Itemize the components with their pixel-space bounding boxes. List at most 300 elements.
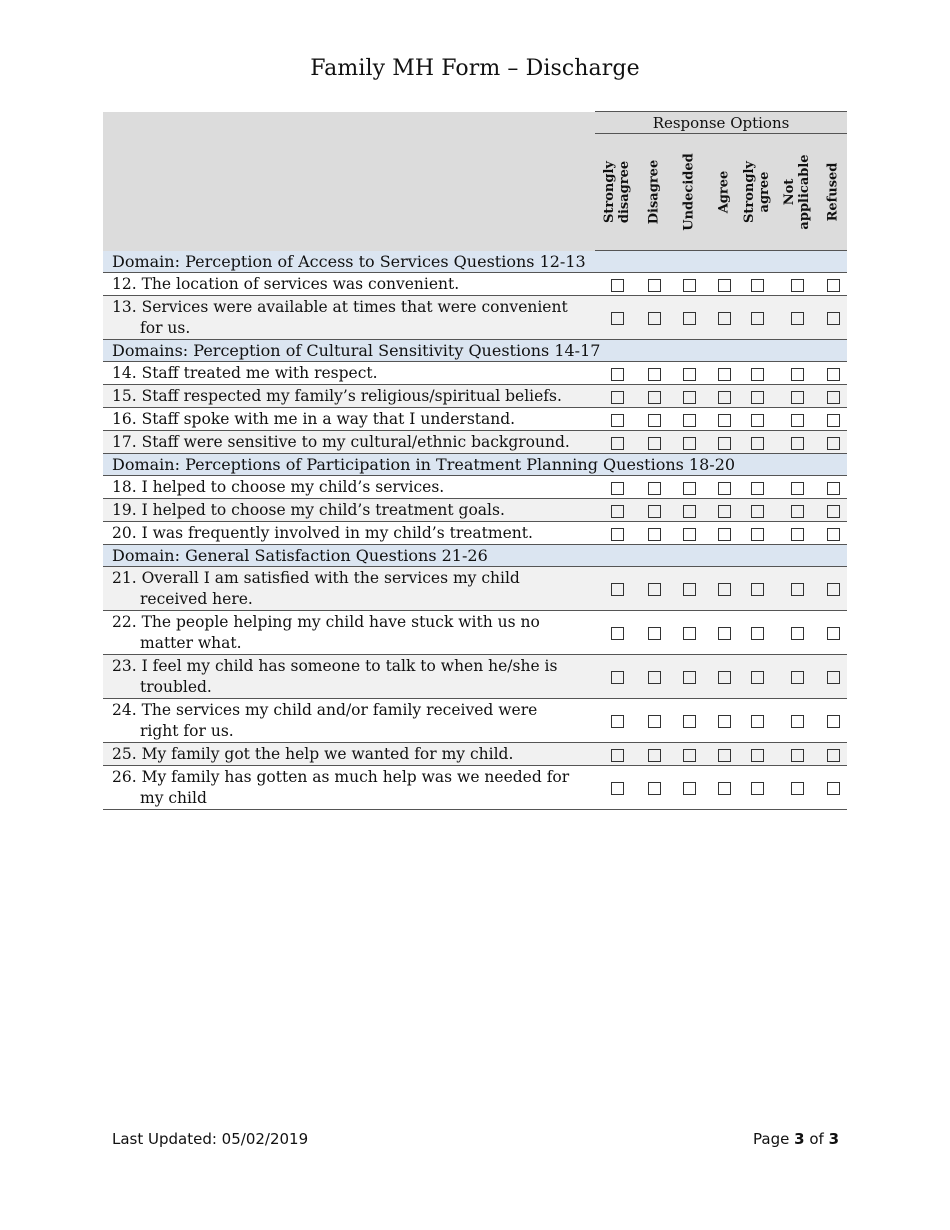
question-row xyxy=(103,273,847,296)
column-label xyxy=(826,163,841,222)
column-label-line1: Undecided xyxy=(681,153,697,231)
response-checkbox[interactable] xyxy=(683,391,696,404)
response-checkbox[interactable] xyxy=(611,715,624,728)
response-cell xyxy=(709,766,739,810)
response-checkbox[interactable] xyxy=(683,782,696,795)
response-checkbox[interactable] xyxy=(718,583,731,596)
response-cell xyxy=(709,385,739,408)
response-checkbox[interactable] xyxy=(827,583,840,596)
question-text-wrap xyxy=(112,767,595,809)
response-cell xyxy=(775,655,819,699)
question-row xyxy=(103,522,847,545)
response-checkbox[interactable] xyxy=(611,279,624,292)
question-text xyxy=(103,522,595,545)
domain-row xyxy=(103,251,847,273)
response-checkbox[interactable] xyxy=(718,482,731,495)
question-text xyxy=(103,362,595,385)
column-label-line1: Refused xyxy=(825,162,841,222)
response-checkbox[interactable] xyxy=(791,749,804,762)
response-checkbox[interactable] xyxy=(718,368,731,381)
response-checkbox[interactable] xyxy=(751,279,764,292)
question-row xyxy=(103,385,847,408)
response-cell xyxy=(639,743,669,766)
response-cell xyxy=(595,296,639,340)
column-header-4 xyxy=(739,134,775,251)
response-checkbox[interactable] xyxy=(827,482,840,495)
question-line2: troubled. xyxy=(140,677,212,696)
response-cell xyxy=(819,431,847,454)
question-text-wrap xyxy=(112,524,595,542)
question-line1: 12. The location of services was convenient. xyxy=(112,275,460,293)
question-line1: 21. Overall I am satisfied with the services my child xyxy=(112,568,520,587)
response-cell xyxy=(669,362,709,385)
response-cell xyxy=(739,499,775,522)
response-checkbox[interactable] xyxy=(648,749,661,762)
page-of: of xyxy=(804,1130,829,1148)
response-cell xyxy=(775,408,819,431)
question-line1: 17. Staff were sensitive to my cultural/ethnic background. xyxy=(112,433,570,451)
response-cell xyxy=(639,273,669,296)
question-text-wrap xyxy=(112,656,595,698)
response-checkbox[interactable] xyxy=(648,391,661,404)
response-checkbox[interactable] xyxy=(611,583,624,596)
response-checkbox[interactable] xyxy=(718,391,731,404)
domain-label: Domain: General Satisfaction Questions 21-26 xyxy=(103,545,847,567)
column-label-line1: Strongly xyxy=(742,161,757,223)
response-cell xyxy=(819,408,847,431)
column-label-line2: agree xyxy=(757,171,772,213)
response-cell xyxy=(739,699,775,743)
response-checkbox[interactable] xyxy=(751,671,764,684)
response-checkbox[interactable] xyxy=(683,505,696,518)
response-checkbox[interactable] xyxy=(751,749,764,762)
response-cell xyxy=(775,611,819,655)
response-cell xyxy=(739,522,775,545)
column-label-line1: Disagree xyxy=(646,159,662,225)
last-updated: Last Updated: 05/02/2019 xyxy=(112,1130,309,1148)
response-cell xyxy=(739,655,775,699)
response-cell xyxy=(595,431,639,454)
survey-table-container xyxy=(103,111,847,810)
question-row xyxy=(103,431,847,454)
response-checkbox[interactable] xyxy=(791,528,804,541)
response-checkbox[interactable] xyxy=(827,368,840,381)
question-line1: 16. Staff spoke with me in a way that I understand. xyxy=(112,410,516,428)
question-text xyxy=(103,431,595,454)
response-checkbox[interactable] xyxy=(827,671,840,684)
question-text xyxy=(103,655,595,699)
response-cell xyxy=(709,476,739,499)
response-checkbox[interactable] xyxy=(751,528,764,541)
page-number xyxy=(753,1130,839,1148)
response-checkbox[interactable] xyxy=(718,505,731,518)
column-label-line1: Not xyxy=(782,178,797,206)
response-checkbox[interactable] xyxy=(648,583,661,596)
response-checkbox[interactable] xyxy=(827,414,840,427)
column-header-6 xyxy=(819,134,847,251)
response-cell xyxy=(739,766,775,810)
column-label xyxy=(782,154,812,229)
question-row xyxy=(103,408,847,431)
response-cell xyxy=(819,296,847,340)
response-checkbox[interactable] xyxy=(648,782,661,795)
page-total: 3 xyxy=(828,1130,839,1148)
response-cell xyxy=(639,296,669,340)
response-cell xyxy=(775,296,819,340)
header-question-cell xyxy=(103,112,595,251)
response-checkbox[interactable] xyxy=(751,782,764,795)
question-text xyxy=(103,476,595,499)
domain-label: Domain: Perception of Access to Services Questions 12-13 xyxy=(103,251,847,273)
response-cell xyxy=(819,743,847,766)
response-checkbox[interactable] xyxy=(791,368,804,381)
question-row xyxy=(103,567,847,611)
response-cell xyxy=(595,476,639,499)
response-cell xyxy=(595,408,639,431)
response-checkbox[interactable] xyxy=(751,391,764,404)
response-checkbox[interactable] xyxy=(751,715,764,728)
response-cell xyxy=(819,499,847,522)
response-checkbox[interactable] xyxy=(718,312,731,325)
response-cell xyxy=(739,476,775,499)
response-checkbox[interactable] xyxy=(648,437,661,450)
response-cell xyxy=(669,611,709,655)
response-checkbox[interactable] xyxy=(683,279,696,292)
column-label xyxy=(717,171,732,214)
question-text xyxy=(103,499,595,522)
question-text xyxy=(103,385,595,408)
response-checkbox[interactable] xyxy=(648,482,661,495)
response-checkbox[interactable] xyxy=(683,414,696,427)
response-checkbox[interactable] xyxy=(791,505,804,518)
response-checkbox[interactable] xyxy=(648,528,661,541)
response-checkbox[interactable] xyxy=(683,482,696,495)
domain-label: Domains: Perception of Cultural Sensitivity Questions 14-17 xyxy=(103,340,847,362)
response-cell xyxy=(775,522,819,545)
response-cell xyxy=(775,743,819,766)
response-checkbox[interactable] xyxy=(751,505,764,518)
response-cell xyxy=(669,766,709,810)
response-cell xyxy=(819,385,847,408)
response-cell xyxy=(739,611,775,655)
question-text-wrap xyxy=(112,410,595,428)
response-cell xyxy=(819,699,847,743)
question-row xyxy=(103,476,847,499)
response-checkbox[interactable] xyxy=(827,782,840,795)
question-text-wrap xyxy=(112,433,595,451)
question-text-wrap xyxy=(112,297,595,339)
response-checkbox[interactable] xyxy=(751,437,764,450)
response-cell xyxy=(739,567,775,611)
response-options-header: Response Options xyxy=(595,112,847,134)
response-cell xyxy=(709,522,739,545)
question-line1: 26. My family has gotten as much help was we needed for xyxy=(112,767,570,786)
response-checkbox[interactable] xyxy=(791,279,804,292)
response-cell xyxy=(819,476,847,499)
question-text xyxy=(103,296,595,340)
response-cell xyxy=(775,499,819,522)
column-header-1 xyxy=(639,134,669,251)
response-cell xyxy=(775,699,819,743)
column-label xyxy=(602,161,632,223)
response-checkbox[interactable] xyxy=(718,715,731,728)
response-checkbox[interactable] xyxy=(827,715,840,728)
response-cell xyxy=(709,431,739,454)
question-line2: for us. xyxy=(140,318,191,337)
response-checkbox[interactable] xyxy=(791,437,804,450)
question-line2: received here. xyxy=(140,589,253,608)
response-cell xyxy=(639,522,669,545)
response-checkbox[interactable] xyxy=(718,671,731,684)
response-checkbox[interactable] xyxy=(827,627,840,640)
response-cell xyxy=(669,296,709,340)
response-checkbox[interactable] xyxy=(718,414,731,427)
column-header-3 xyxy=(709,134,739,251)
question-line2: my child xyxy=(140,788,207,807)
domain-row xyxy=(103,454,847,476)
response-cell xyxy=(739,273,775,296)
response-checkbox[interactable] xyxy=(791,391,804,404)
response-checkbox[interactable] xyxy=(827,505,840,518)
response-checkbox[interactable] xyxy=(683,627,696,640)
response-cell xyxy=(595,655,639,699)
question-line1: 18. I helped to choose my child’s services. xyxy=(112,478,445,496)
response-checkbox[interactable] xyxy=(718,749,731,762)
response-cell xyxy=(819,567,847,611)
response-checkbox[interactable] xyxy=(648,505,661,518)
question-row xyxy=(103,362,847,385)
response-cell xyxy=(669,655,709,699)
question-line1: 14. Staff treated me with respect. xyxy=(112,364,378,382)
response-cell xyxy=(739,743,775,766)
response-cell xyxy=(639,766,669,810)
response-checkbox[interactable] xyxy=(611,782,624,795)
response-cell xyxy=(639,699,669,743)
response-cell xyxy=(819,522,847,545)
response-cell xyxy=(595,611,639,655)
question-text xyxy=(103,743,595,766)
response-checkbox[interactable] xyxy=(648,414,661,427)
response-checkbox[interactable] xyxy=(648,671,661,684)
response-cell xyxy=(709,567,739,611)
response-cell xyxy=(595,522,639,545)
response-cell xyxy=(669,273,709,296)
header-row-top xyxy=(103,112,847,134)
response-checkbox[interactable] xyxy=(827,279,840,292)
question-text xyxy=(103,611,595,655)
response-checkbox[interactable] xyxy=(611,749,624,762)
question-line1: 13. Services were available at times that were convenient xyxy=(112,297,568,316)
question-text-wrap xyxy=(112,612,595,654)
response-cell xyxy=(709,408,739,431)
response-checkbox[interactable] xyxy=(718,437,731,450)
response-checkbox[interactable] xyxy=(611,368,624,381)
response-cell xyxy=(709,611,739,655)
response-checkbox[interactable] xyxy=(683,749,696,762)
response-cell xyxy=(669,431,709,454)
response-checkbox[interactable] xyxy=(683,368,696,381)
response-cell xyxy=(669,408,709,431)
response-checkbox[interactable] xyxy=(611,312,624,325)
response-cell xyxy=(595,385,639,408)
response-checkbox[interactable] xyxy=(751,368,764,381)
response-checkbox[interactable] xyxy=(827,391,840,404)
response-cell xyxy=(595,743,639,766)
response-checkbox[interactable] xyxy=(611,391,624,404)
question-row xyxy=(103,611,847,655)
response-checkbox[interactable] xyxy=(791,627,804,640)
question-text-wrap xyxy=(112,700,595,742)
response-cell xyxy=(709,743,739,766)
response-cell xyxy=(739,296,775,340)
page-current: 3 xyxy=(794,1130,805,1148)
column-label xyxy=(682,153,697,230)
response-cell xyxy=(775,362,819,385)
response-checkbox[interactable] xyxy=(791,414,804,427)
domain-label: Domain: Perceptions of Participation in Treatment Planning Questions 18-20 xyxy=(103,454,847,476)
response-cell xyxy=(709,655,739,699)
response-checkbox[interactable] xyxy=(611,505,624,518)
question-line2: matter what. xyxy=(140,633,242,652)
question-row xyxy=(103,699,847,743)
question-line1: 24. The services my child and/or family received were xyxy=(112,700,538,719)
response-cell xyxy=(595,766,639,810)
response-checkbox[interactable] xyxy=(751,583,764,596)
response-checkbox[interactable] xyxy=(648,715,661,728)
response-checkbox[interactable] xyxy=(611,627,624,640)
question-row xyxy=(103,766,847,810)
response-cell xyxy=(639,431,669,454)
response-checkbox[interactable] xyxy=(751,482,764,495)
response-cell xyxy=(639,385,669,408)
response-cell xyxy=(639,408,669,431)
question-text-wrap xyxy=(112,364,595,382)
response-checkbox[interactable] xyxy=(611,671,624,684)
response-cell xyxy=(639,476,669,499)
response-cell xyxy=(819,655,847,699)
response-checkbox[interactable] xyxy=(683,528,696,541)
response-cell xyxy=(595,499,639,522)
survey-table xyxy=(103,111,847,810)
column-label-line1: Agree xyxy=(716,170,732,214)
response-cell xyxy=(739,408,775,431)
column-label-line2: disagree xyxy=(617,160,632,224)
response-checkbox[interactable] xyxy=(648,368,661,381)
response-checkbox[interactable] xyxy=(648,312,661,325)
response-checkbox[interactable] xyxy=(791,482,804,495)
question-line1: 20. I was frequently involved in my child’s treatment. xyxy=(112,524,533,542)
column-label-line2: applicable xyxy=(797,154,812,230)
response-cell xyxy=(669,743,709,766)
response-checkbox[interactable] xyxy=(683,437,696,450)
question-text xyxy=(103,273,595,296)
response-cell xyxy=(819,611,847,655)
column-label xyxy=(742,161,772,223)
response-checkbox[interactable] xyxy=(827,528,840,541)
response-checkbox[interactable] xyxy=(718,279,731,292)
response-cell xyxy=(739,385,775,408)
response-cell xyxy=(739,362,775,385)
response-checkbox[interactable] xyxy=(751,312,764,325)
question-text xyxy=(103,567,595,611)
question-row xyxy=(103,296,847,340)
response-cell xyxy=(819,766,847,810)
response-checkbox[interactable] xyxy=(611,437,624,450)
response-checkbox[interactable] xyxy=(683,583,696,596)
response-checkbox[interactable] xyxy=(718,782,731,795)
response-cell xyxy=(639,567,669,611)
question-line1: 22. The people helping my child have stuck with us no xyxy=(112,612,540,631)
question-row xyxy=(103,655,847,699)
response-checkbox[interactable] xyxy=(611,482,624,495)
question-text-wrap xyxy=(112,501,595,519)
response-checkbox[interactable] xyxy=(718,528,731,541)
response-checkbox[interactable] xyxy=(611,528,624,541)
page-prefix: Page xyxy=(753,1130,795,1148)
response-cell xyxy=(775,273,819,296)
response-cell xyxy=(639,362,669,385)
response-cell xyxy=(639,655,669,699)
response-cell xyxy=(639,611,669,655)
question-line1: 25. My family got the help we wanted for my child. xyxy=(112,745,514,763)
response-checkbox[interactable] xyxy=(827,312,840,325)
question-line2: right for us. xyxy=(140,721,234,740)
response-cell xyxy=(819,362,847,385)
question-line1: 19. I helped to choose my child’s treatment goals. xyxy=(112,501,505,519)
question-row xyxy=(103,743,847,766)
response-cell xyxy=(595,699,639,743)
response-cell xyxy=(669,385,709,408)
response-checkbox[interactable] xyxy=(648,279,661,292)
domain-row xyxy=(103,545,847,567)
question-row xyxy=(103,499,847,522)
response-cell xyxy=(775,385,819,408)
response-checkbox[interactable] xyxy=(791,782,804,795)
response-checkbox[interactable] xyxy=(791,671,804,684)
question-text-wrap xyxy=(112,478,595,496)
response-checkbox[interactable] xyxy=(751,414,764,427)
response-cell xyxy=(709,273,739,296)
response-checkbox[interactable] xyxy=(827,437,840,450)
question-text-wrap xyxy=(112,568,595,610)
response-cell xyxy=(595,362,639,385)
response-cell xyxy=(669,499,709,522)
response-cell xyxy=(739,431,775,454)
response-checkbox[interactable] xyxy=(611,414,624,427)
response-cell xyxy=(595,567,639,611)
response-checkbox[interactable] xyxy=(718,627,731,640)
response-cell xyxy=(775,567,819,611)
question-text-wrap xyxy=(112,745,595,763)
response-cell xyxy=(639,499,669,522)
response-checkbox[interactable] xyxy=(648,627,661,640)
response-checkbox[interactable] xyxy=(683,715,696,728)
question-text xyxy=(103,699,595,743)
response-checkbox[interactable] xyxy=(683,312,696,325)
response-cell xyxy=(709,699,739,743)
form-title: Family MH Form – Discharge xyxy=(310,56,640,81)
response-checkbox[interactable] xyxy=(827,749,840,762)
question-text xyxy=(103,408,595,431)
response-checkbox[interactable] xyxy=(751,627,764,640)
question-text xyxy=(103,766,595,810)
response-cell xyxy=(775,766,819,810)
response-checkbox[interactable] xyxy=(791,715,804,728)
response-checkbox[interactable] xyxy=(791,312,804,325)
question-line1: 23. I feel my child has someone to talk to when he/she is xyxy=(112,656,558,675)
response-checkbox[interactable] xyxy=(791,583,804,596)
response-checkbox[interactable] xyxy=(683,671,696,684)
